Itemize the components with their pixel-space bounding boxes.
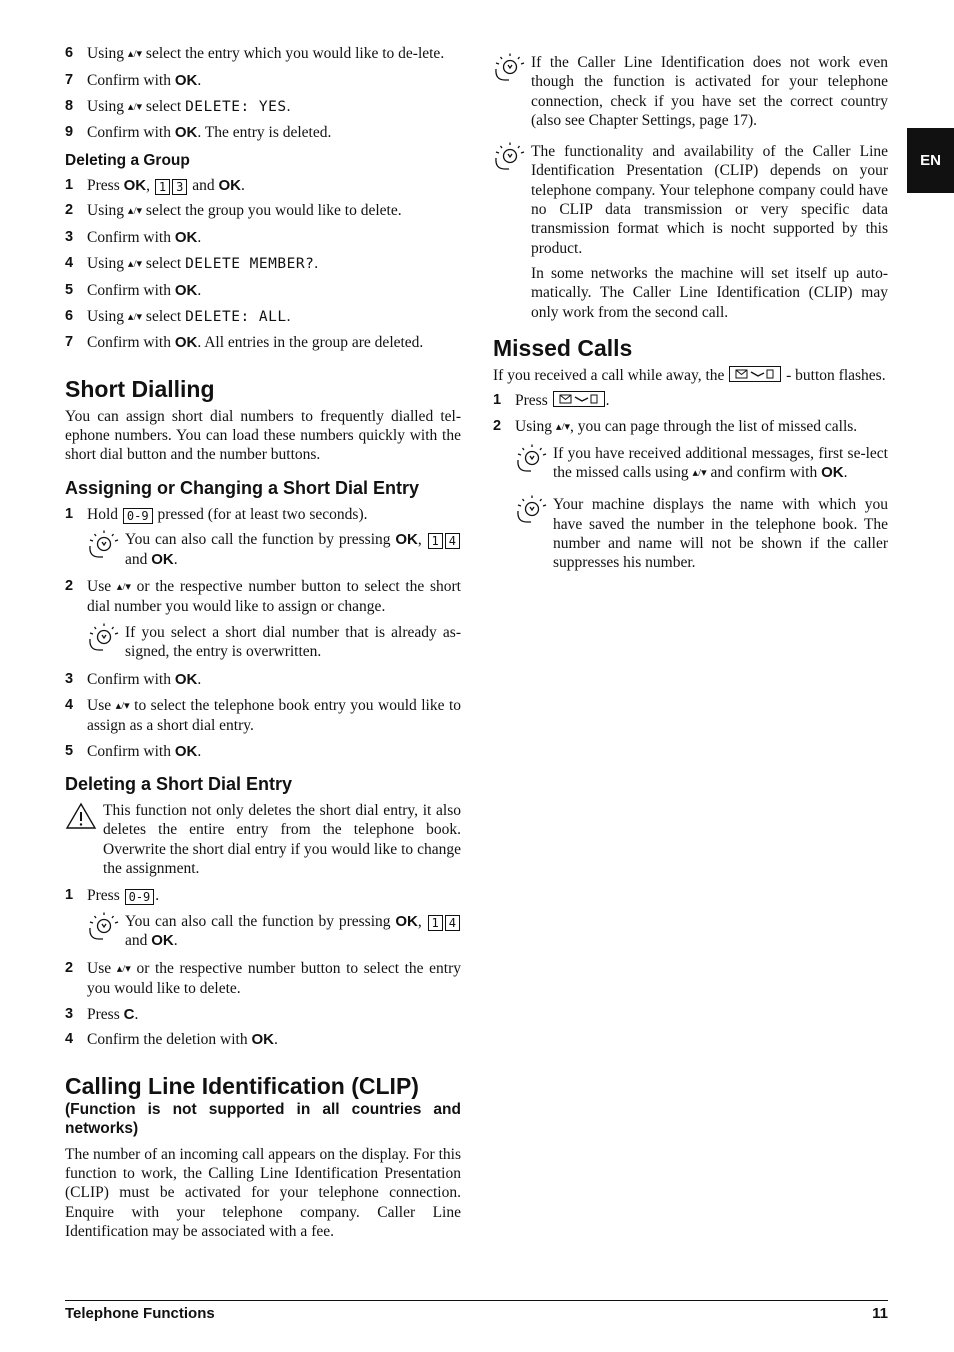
tip-lightbulb-icon [87, 912, 125, 951]
missed-calls-button-icon[interactable] [553, 391, 605, 407]
display-text: DELETE MEMBER? [185, 256, 315, 273]
delete-step-4: 4 Confirm the deletion with OK. [65, 1031, 278, 1049]
tip-note: You can also call the function by pressing OK, 1 4 and OK. [87, 530, 461, 569]
up-down-arrows-icon: ▴/▾ [127, 48, 143, 60]
group-step-6: 6 Using ▴/▾ select DELETE: ALL. [65, 307, 291, 325]
assign-short-dial-heading: Assigning or Changing a Short Dial Entry [65, 477, 420, 498]
warning-note: This function not only deletes the short dial entry, it also deletes the entire entry from the telephone book. Overwrite the short dial entry if you would like to change the assignment. [65, 801, 461, 878]
step-8: 8 Using ▴/▾ select DELETE: YES. [65, 97, 291, 115]
up-down-arrows-icon: ▴/▾ [555, 420, 571, 433]
assign-step-1: 1 Hold 0-9 pressed (for at least two seconds). [65, 505, 368, 523]
display-text: DELETE: YES [185, 98, 287, 115]
group-step-2: 2 Using ▴/▾ select the group you would like to delete. [65, 202, 402, 220]
tip-lightbulb-icon [87, 530, 125, 569]
up-down-arrows-icon: ▴/▾ [115, 699, 130, 712]
tip-lightbulb-icon [493, 53, 531, 130]
delete-short-dial-heading: Deleting a Short Dial Entry [65, 773, 293, 794]
up-down-arrows-icon: ▴/▾ [127, 258, 143, 271]
group-step-4: 4 Using ▴/▾ select DELETE MEMBER?. [65, 255, 319, 273]
key-1: 1 [428, 915, 443, 931]
tip-lightbulb-icon [515, 495, 553, 572]
left-column [65, 44, 461, 1241]
display-text: DELETE: ALL [185, 308, 287, 325]
tip-lightbulb-icon [515, 444, 553, 484]
clip-heading: Calling Line Identification (CLIP) [65, 1072, 419, 1099]
key-0-9: 0-9 [123, 508, 153, 524]
assign-step-4: 4 Use ▴/▾ to select the telephone book entry you would like to assign as a short dial entry. [65, 696, 461, 734]
up-down-arrows-icon: ▴/▾ [116, 581, 131, 594]
group-step-3: 3 Confirm with OK. [65, 229, 202, 247]
tip-note: If you have received additional messages, first se-lect the missed calls using ▴/▾ and confirm with OK. [515, 444, 888, 484]
clip-subtitle: (Function is not supported in all countries and networks) [65, 1100, 461, 1137]
missed-step-2: 2 Using ▴/▾, you can page through the list of missed calls. [493, 417, 858, 435]
step-7: 7 Confirm with OK. [65, 71, 202, 89]
footer-section-title: Telephone Functions [65, 1305, 215, 1322]
key-3: 3 [172, 179, 187, 195]
key-1: 1 [155, 179, 170, 195]
delete-step-2: 2 Use ▴/▾ or the respective number button to select the entry you would like to delete. [65, 959, 462, 997]
deleting-group-heading: Deleting a Group [65, 151, 190, 169]
up-down-arrows-icon: ▴/▾ [116, 962, 131, 975]
group-step-7: 7 Confirm with OK. All entries in the group are deleted. [65, 334, 424, 352]
missed-calls-intro: If you received a call while away, the - button flashes. [493, 366, 886, 384]
tip-lightbulb-icon [87, 623, 125, 662]
key-0-9: 0-9 [125, 889, 155, 905]
delete-step-3: 3 Press C. [65, 1005, 139, 1023]
step-6: 6 Using ▴/▾ select the entry which you would like to de-lete. [65, 45, 445, 62]
up-down-arrows-icon: ▴/▾ [127, 205, 143, 218]
key-1: 1 [428, 533, 443, 549]
page-footer [65, 1300, 888, 1322]
tip-note: If you select a short dial number that is already as-signed, the entry is overwritten. [87, 623, 461, 662]
right-column [493, 53, 888, 581]
page-number: 11 [872, 1305, 888, 1322]
missed-calls-heading: Missed Calls [493, 334, 633, 361]
warning-triangle-icon [65, 801, 103, 878]
assign-step-2: 2 Use ▴/▾ or the respective number button to select the short dial number you would like to assign or change. [65, 578, 461, 616]
tip-note: Your machine displays the name with which you have saved the number in the telephone book. The number and name will not be shown if the caller suppresses his number. [515, 495, 888, 572]
up-down-arrows-icon: ▴/▾ [127, 100, 143, 113]
assign-step-5: 5 Confirm with OK. [65, 742, 202, 760]
up-down-arrows-icon: ▴/▾ [692, 467, 707, 480]
up-down-arrows-icon: ▴/▾ [127, 310, 143, 323]
short-dialling-intro: You can assign short dial numbers to frequently dialled tel-ephone numbers. You can load these numbers quickly with the short dial button and the number buttons. [65, 407, 461, 464]
assign-step-3: 3 Confirm with OK. [65, 670, 202, 688]
missed-step-1: 1 Press . [493, 392, 610, 410]
delete-step-1: 1 Press 0-9 . [65, 887, 160, 905]
tip-note: If the Caller Line Identification does not work even though the function is activated for your telephone connection, check if you have set the correct country (also see Chapter Settings, page 17). [493, 53, 888, 130]
clip-body: The number of an incoming call appears on the display. For this function to work, the Calling Line Identification Presentation (CLIP) must be activated for your telephone connection. Enquire with your telephone company. Caller Line Identification may be associated with a fee. [65, 1145, 461, 1240]
key-4: 4 [445, 915, 460, 931]
tip-lightbulb-icon [493, 142, 531, 322]
group-step-1: 1 Press OK, 1 3 and OK. [65, 176, 245, 194]
missed-calls-button-icon [729, 366, 781, 382]
tip-note: The functionality and availability of the Caller Line Identification Presentation (CLIP) depends on your telephone company. Your telephone company could have no CLIP data transmission or very specific data transmission format which is nocht supported by this product. In some networks the machine will set itself up auto-matically. The Caller Line Identification (CLIP) may only work from the second call. [493, 142, 888, 322]
language-tab: EN [907, 128, 954, 193]
group-step-5: 5 Confirm with OK. [65, 281, 202, 299]
short-dialling-heading: Short Dialling [65, 375, 215, 402]
tip-note: You can also call the function by pressing OK, 1 4 and OK. [87, 912, 461, 951]
key-4: 4 [445, 533, 460, 549]
step-9: 9 Confirm with OK. The entry is deleted. [65, 124, 332, 142]
